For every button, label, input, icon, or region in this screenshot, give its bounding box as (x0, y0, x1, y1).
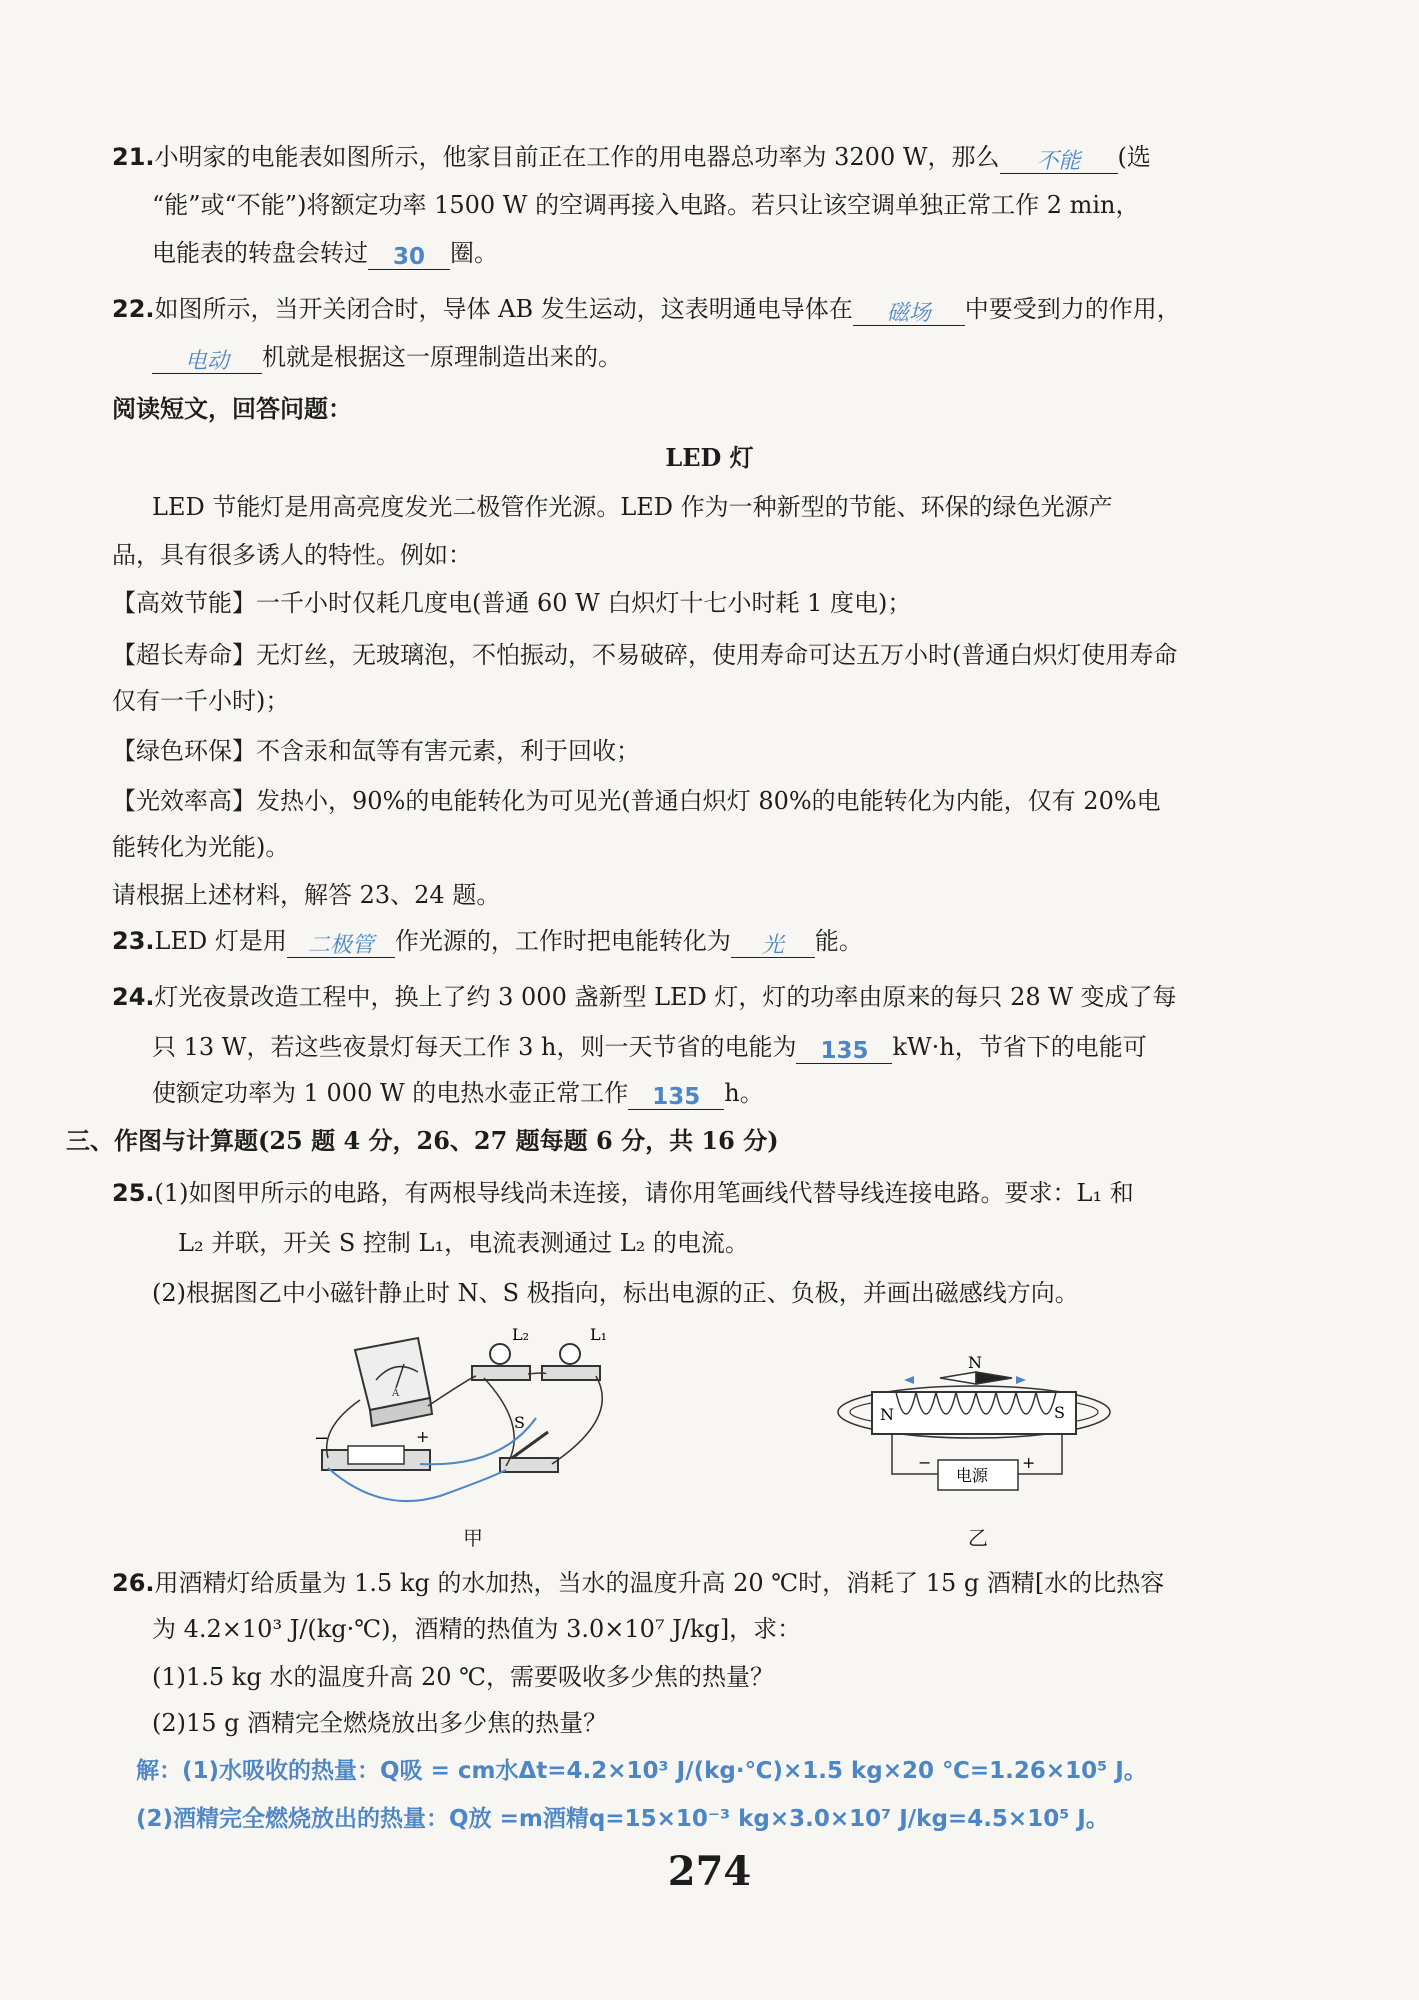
q21-line3 (152, 236, 1419, 270)
q22-blank2 (152, 343, 262, 374)
q26-text1: 用酒精灯给质量为 1.5 kg 的水加热，当水的温度升高 20 ℃时，消耗了 15 g 酒精[水的比热容 (154, 1569, 1165, 1597)
q25-line2: L₂ 并联，开关 S 控制 L₁，电流表测通过 L₂ 的电流。 (178, 1229, 749, 1257)
q25-line3: (2)根据图乙中小磁针静止时 N、S 极指向，标出电源的正、负极，并画出磁感线方向。 (152, 1279, 1079, 1307)
q26-line2: 为 4.2×10³ J/(kg·℃)，酒精的热值为 3.0×10⁷ J/kg]，求： (152, 1615, 802, 1643)
q21-blank1 (1000, 143, 1118, 174)
bulb-l1-icon (542, 1344, 600, 1380)
q22-text1a: 如图所示，当开关闭合时，导体 AB 发生运动，这表明通电导体在 (154, 295, 853, 323)
q24-answer2: 135 (652, 1084, 701, 1110)
q21-answer2: 30 (392, 244, 425, 270)
q23-blank1 (287, 927, 395, 958)
q24-line1 (112, 980, 1419, 1014)
q24-blank1 (796, 1033, 892, 1064)
q23-answer2: 光 (761, 933, 784, 958)
q23-answer1: 二极管 (307, 933, 374, 958)
q24-text1: 灯光夜景改造工程中，换上了约 3 000 盏新型 LED 灯，灯的功率由原来的每只 28 W 变成了每 (154, 983, 1177, 1011)
reading-p1b: 品，具有很多诱人的特性。例如： (112, 541, 472, 569)
battery-icon (322, 1446, 430, 1470)
reading-p5a: 【光效率高】发热小，90%的电能转化为可见光(普通白炽灯 80%的电能转化为内能，仅有 20%电 (112, 787, 1161, 815)
reading-p2: 【高效节能】一千小时仅耗几度电(普通 60 W 白炽灯十七小时耗 1 度电)； (112, 589, 912, 617)
reading-intro: 阅读短文，回答问题： (112, 394, 352, 423)
label-s: S (514, 1413, 525, 1432)
q21-text1: 小明家的电能表如图所示，他家目前正在工作的用电器总功率为 3200 W，那么 (154, 143, 1000, 171)
reading-title: LED 灯 (665, 443, 754, 472)
q23-text-c: 能。 (814, 927, 863, 955)
reading-p1a: LED 节能灯是用高亮度发光二极管作光源。LED 作为一种新型的节能、环保的绿色光源产 (152, 493, 1113, 521)
bulb-l2-icon (472, 1344, 530, 1380)
ammeter-icon (355, 1338, 432, 1426)
q26-solution1: 解：(1)水吸收的热量：Q吸 = cm水Δt=4.2×10³ J/(kg·℃)×1.5 kg×20 ℃=1.26×10⁵ J。 (136, 1758, 1147, 1784)
q22-answer1: 磁场 (886, 301, 931, 326)
q25-line1 (112, 1176, 1419, 1210)
page-number: 274 (667, 1848, 752, 1895)
q21-text3b: 圈。 (450, 239, 498, 267)
q24-text2a: 只 13 W，若这些夜景灯每天工作 3 h，则一天节省的电能为 (152, 1033, 797, 1061)
q21-number: 21. (112, 143, 155, 171)
power-minus: − (918, 1453, 932, 1472)
q21-line1 (112, 140, 1419, 174)
q24-text3b: h。 (724, 1079, 764, 1107)
figure-caption-yi: 乙 (968, 1526, 988, 1550)
reading-p5b: 能转化为光能)。 (112, 833, 290, 861)
q26-number: 26. (112, 1569, 155, 1597)
ammeter-label: A (392, 1388, 400, 1399)
section3-heading: 三、作图与计算题(25 题 4 分，26、27 题每题 6 分，共 16 分) (66, 1126, 779, 1155)
q24-blank2 (628, 1079, 724, 1110)
q24-line2 (152, 1030, 1419, 1064)
reading-p6: 请根据上述材料，解答 23、24 题。 (112, 881, 501, 909)
solenoid-icon (872, 1392, 1076, 1434)
q23-line (112, 924, 1419, 958)
q23-text-b: 作光源的，工作时把电能转化为 (394, 927, 731, 955)
circuit-figure (300, 1318, 660, 1518)
q22-line2 (152, 340, 1419, 374)
q25-text1: (1)如图甲所示的电路，有两根导线尚未连接，请你用笔画线代替导线连接电路。要求：L₁ 和 (154, 1179, 1134, 1207)
q21-line2: “能”或“不能”)将额定功率 1500 W 的空调再接入电路。若只让该空调单独正常工作 2 min， (152, 191, 1140, 219)
solenoid-s-label: S (1054, 1403, 1065, 1422)
q26-line3: (1)1.5 kg 水的温度升高 20 ℃，需要吸收多少焦的热量？ (152, 1663, 774, 1691)
reading-p3b: 仅有一千小时)； (112, 687, 290, 715)
q26-line4: (2)15 g 酒精完全燃烧放出多少焦的热量？ (152, 1709, 608, 1737)
q22-blank1 (853, 295, 965, 326)
figure-caption-jia: 甲 (463, 1526, 483, 1550)
q21-blank2 (368, 239, 450, 270)
battery-plus: + (416, 1427, 430, 1446)
q22-number: 22. (112, 295, 155, 323)
q25-number: 25. (112, 1179, 155, 1207)
q22-line1 (112, 292, 1419, 326)
label-l2: L₂ (512, 1325, 530, 1344)
compass-needle-icon (940, 1372, 1012, 1384)
q24-line3 (152, 1076, 1419, 1110)
q24-answer1: 135 (820, 1038, 869, 1064)
label-l1: L₁ (590, 1325, 608, 1344)
q24-number: 24. (112, 983, 155, 1011)
reading-p4: 【绿色环保】不含汞和氙等有害元素，利于回收； (112, 737, 640, 765)
q22-text2b: 机就是根据这一原理制造出来的。 (262, 343, 622, 371)
q26-solution2: (2)酒精完全燃烧放出的热量：Q放 =m酒精q=15×10⁻³ kg×3.0×10⁷ J/kg=4.5×10⁵ J。 (136, 1806, 1109, 1832)
solenoid-figure (826, 1356, 1126, 1516)
q24-text3a: 使额定功率为 1 000 W 的电热水壶正常工作 (152, 1079, 629, 1107)
solenoid-n-label: N (880, 1405, 894, 1424)
q21-answer1: 不能 (1036, 149, 1081, 174)
q22-answer2: 电动 (184, 349, 229, 374)
q21-text1b: (选 (1117, 143, 1151, 171)
q26-line1 (112, 1566, 1419, 1600)
q21-text3a: 电能表的转盘会转过 (152, 239, 368, 267)
q23-blank2 (731, 927, 815, 958)
battery-minus: − (314, 1428, 330, 1449)
q24-text2b: kW·h，节省下的电能可 (892, 1033, 1147, 1061)
needle-n-label: N (968, 1356, 982, 1372)
q22-text1b: 中要受到力的作用， (964, 295, 1181, 323)
reading-p3a: 【超长寿命】无灯丝，无玻璃泡，不怕振动，不易破碎，使用寿命可达五万小时(普通白炽灯使用寿命 (112, 641, 1178, 669)
q23-number: 23. (112, 927, 155, 955)
power-plus: + (1022, 1453, 1036, 1472)
q23-text-a: LED 灯是用 (154, 927, 287, 955)
power-source-label: 电源 (956, 1466, 989, 1485)
switch-icon (500, 1432, 558, 1472)
